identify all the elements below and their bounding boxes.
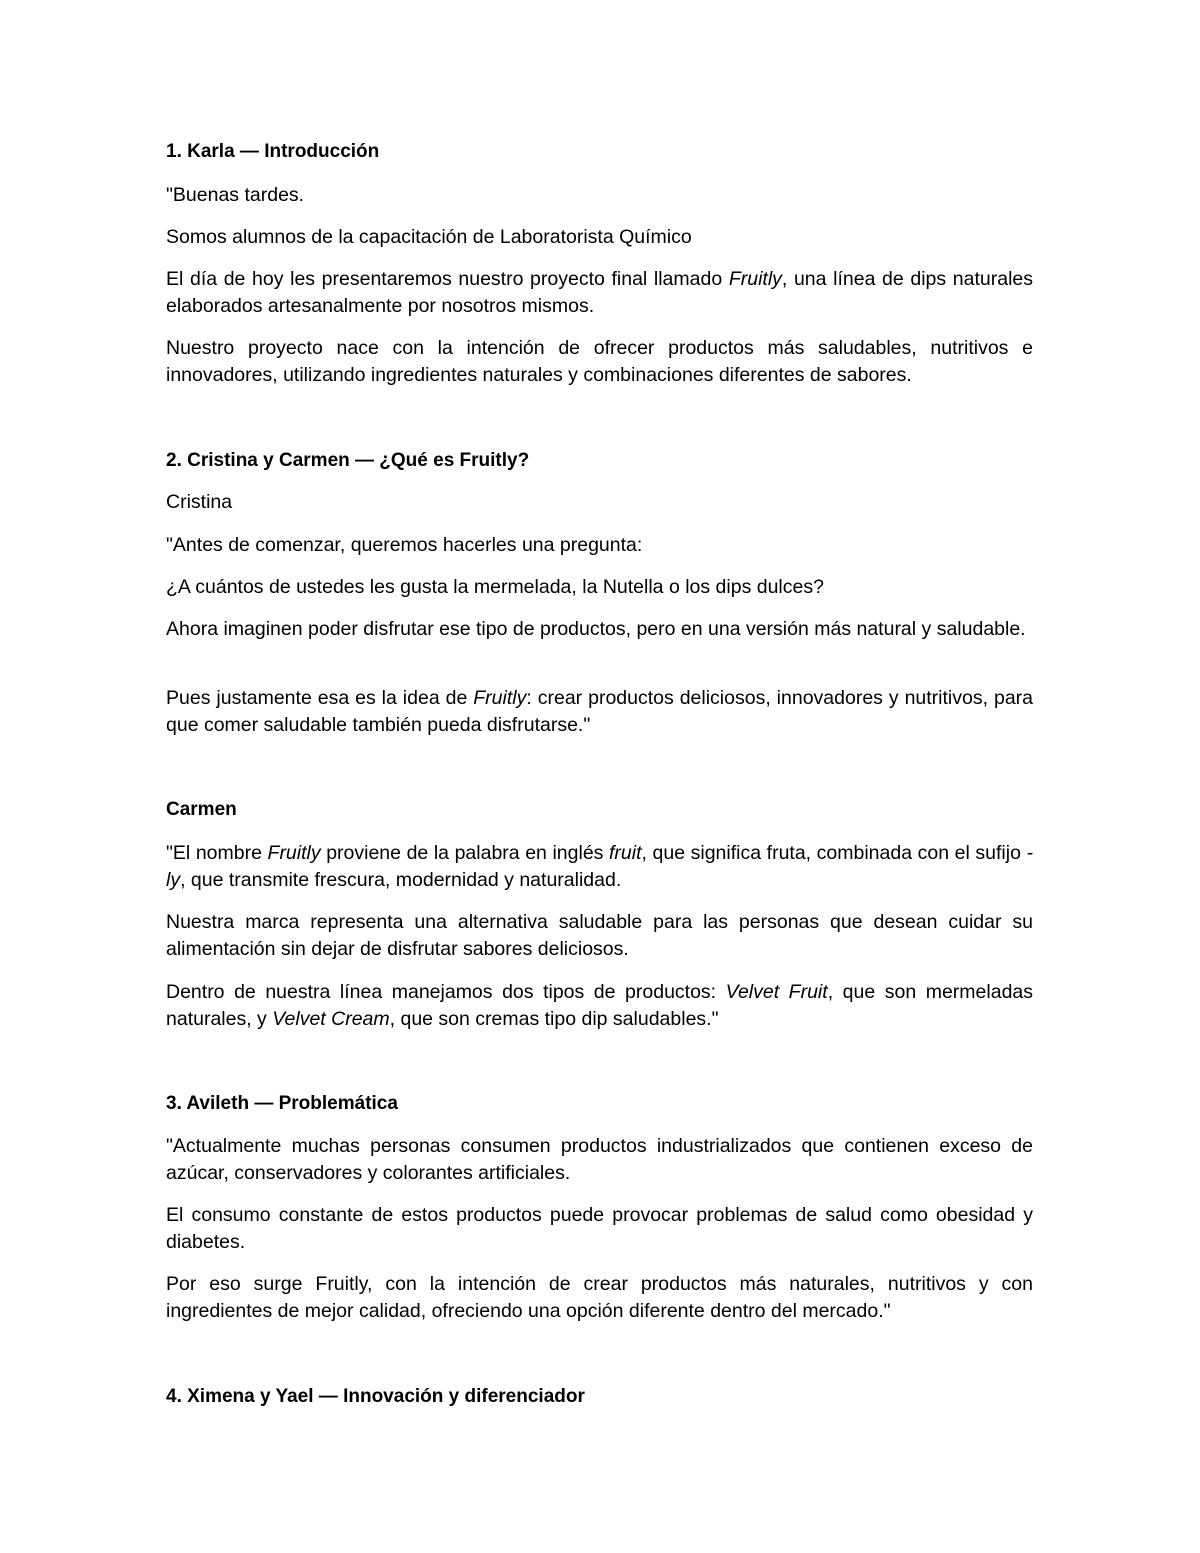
- section-heading-karla: 1. Karla — Introducción: [166, 141, 380, 162]
- paragraph: Nuestro proyecto nace con la intención de ofrecer productos más saludables, nutritivos e innovadores, utilizando ingredientes naturales y combinaciones diferentes de sabores.: [166, 337, 1033, 386]
- paragraph: Nuestra marca representa una alternativa saludable para las personas que desean cuidar su alimentación sin dejar de disfrutar sabores deliciosos.: [166, 911, 1033, 960]
- paragraph: Por eso surge Fruitly, con la intención de crear productos más naturales, nutritivos y con ingredientes de mejor calidad, ofreciendo una opción diferente dentro del mercado.": [166, 1273, 1033, 1322]
- product-name: Fruitly: [473, 687, 527, 709]
- document-page: [166, 0, 1033, 1553]
- paragraph: Somos alumnos de la capacitación de Laboratorista Químico: [166, 226, 692, 248]
- paragraph: El consumo constante de estos productos puede provocar problemas de salud como obesidad y diabetes.: [166, 1204, 1033, 1253]
- paragraph: El día de hoy les presentaremos nuestro proyecto final llamado Fruitly, una línea de dips naturales elaborados artesanalmente por nosotros mismos.: [166, 268, 1033, 317]
- paragraph: ¿A cuántos de ustedes les gusta la mermelada, la Nutella o los dips dulces?: [166, 576, 824, 598]
- paragraph: Ahora imaginen poder disfrutar ese tipo de productos, pero en una versión más natural y saludable.: [166, 618, 1026, 640]
- paragraph: "Actualmente muchas personas consumen productos industrializados que contienen exceso de azúcar, conservadores y colorantes artificiales.: [166, 1135, 1033, 1184]
- section-heading-cristina-carmen: 2. Cristina y Carmen — ¿Qué es Fruitly?: [166, 450, 530, 471]
- section-heading-avileth: 3. Avileth — Problemática: [166, 1093, 398, 1114]
- paragraph: "Buenas tardes.: [166, 184, 305, 206]
- speaker-label: Cristina: [166, 491, 233, 513]
- paragraph: "Antes de comenzar, queremos hacerles una pregunta:: [166, 534, 643, 556]
- section-heading-carmen: Carmen: [166, 799, 237, 820]
- paragraph: "El nombre Fruitly proviene de la palabra en inglés fruit, que significa fruta, combinada con el sufijo -ly, que transmite frescura, modernidad y naturalidad.: [166, 842, 1033, 891]
- paragraph: Dentro de nuestra línea manejamos dos tipos de productos: Velvet Fruit, que son mermeladas naturales, y Velvet Cream, que son cremas tipo dip saludables.": [166, 981, 1034, 1030]
- paragraph: Pues justamente esa es la idea de Fruitly: crear productos deliciosos, innovadores y nutritivos, para que comer saludable también pueda disfrutarse.": [166, 687, 1034, 736]
- section-heading-ximena-yael: 4. Ximena y Yael — Innovación y diferenciador: [166, 1386, 585, 1407]
- product-name: Fruitly: [728, 268, 782, 290]
